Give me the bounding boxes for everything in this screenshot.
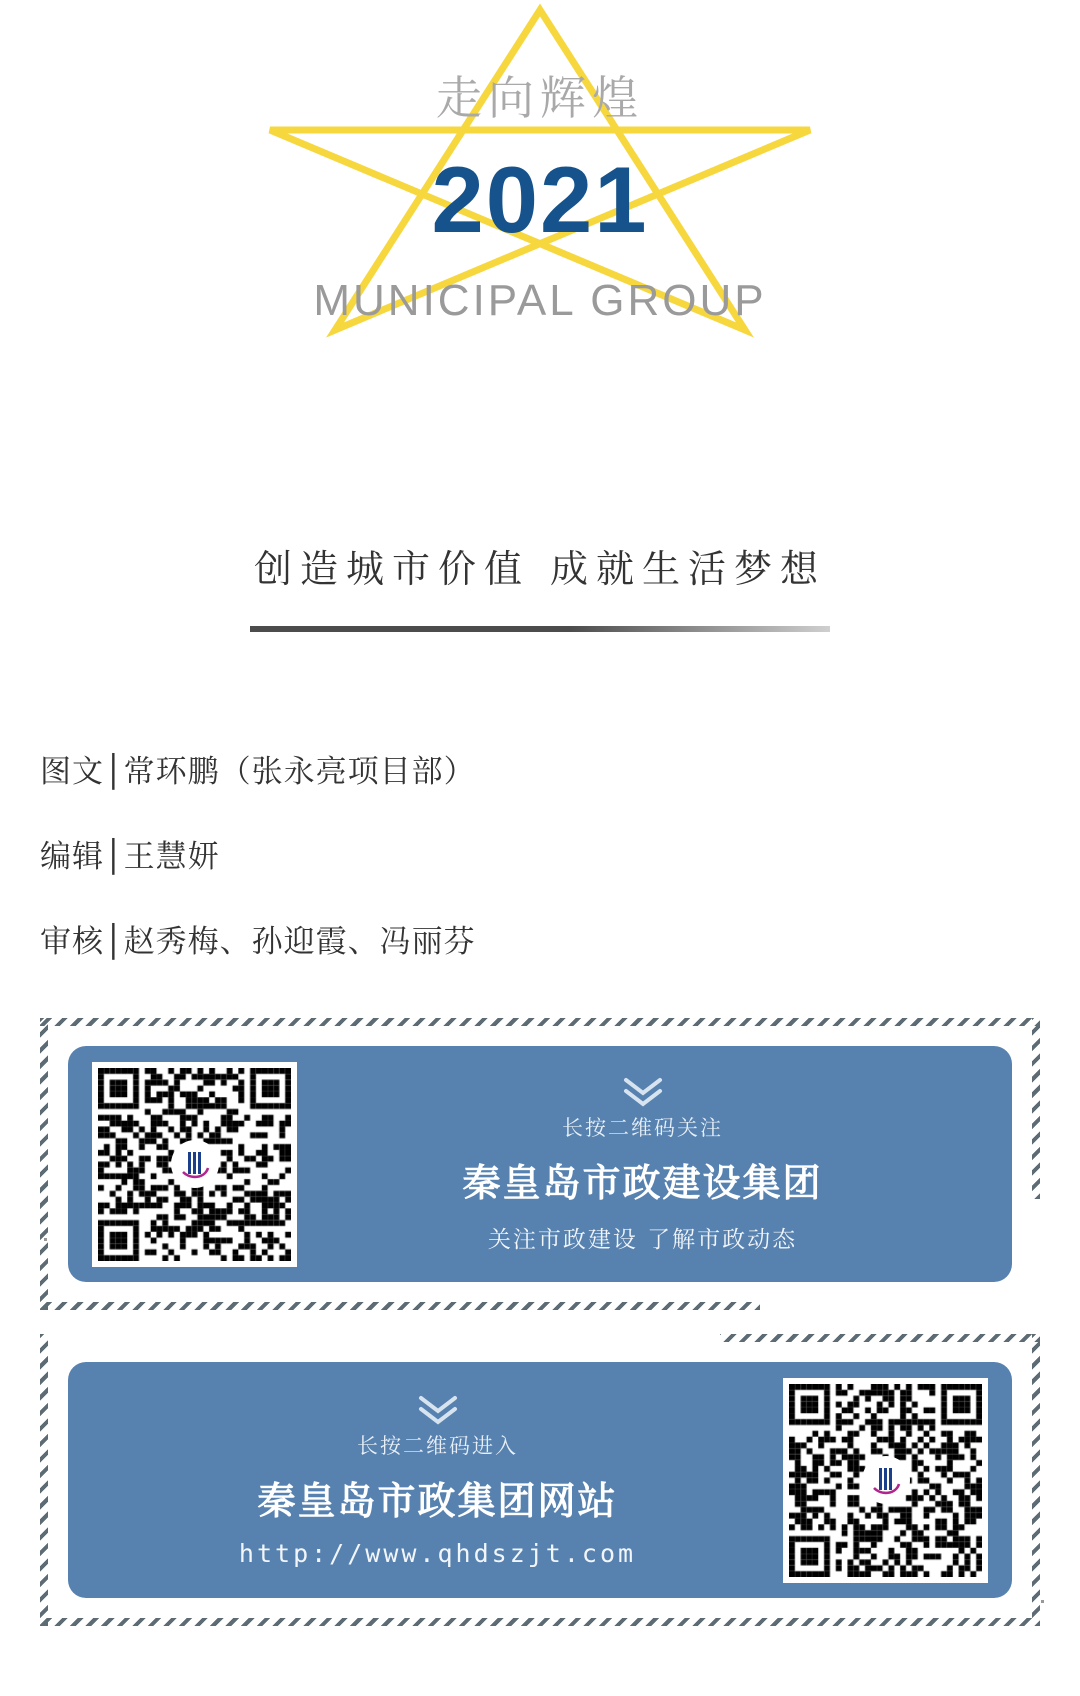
qr-code-website[interactable] bbox=[783, 1378, 988, 1583]
qr-code-wechat[interactable] bbox=[92, 1062, 297, 1267]
qr-cards bbox=[0, 1018, 1080, 1626]
qr-card-follow-wrapper bbox=[40, 1018, 1040, 1310]
qr-card-website-body bbox=[92, 1392, 783, 1568]
qr-card-follow-hint: 长按二维码关注 bbox=[562, 1116, 723, 1140]
credits-block bbox=[40, 754, 1080, 960]
qr-card-website-wrapper bbox=[40, 1334, 1040, 1626]
qr-card-website-url: http://www.qhdszjt.com bbox=[238, 1539, 637, 1568]
hero-banner bbox=[0, 0, 1080, 520]
company-logo-icon bbox=[171, 1140, 219, 1188]
double-chevron-down-icon bbox=[620, 1074, 666, 1108]
divider bbox=[0, 619, 1080, 637]
qr-card-follow-body bbox=[297, 1074, 988, 1254]
stray-dot bbox=[44, 1238, 47, 1241]
qr-card-website[interactable] bbox=[68, 1362, 1012, 1598]
hero-chinese-title: 走向辉煌 bbox=[436, 71, 644, 125]
qr-card-website-title: 秦皇岛市政集团网站 bbox=[257, 1479, 618, 1523]
double-chevron-down-icon bbox=[415, 1392, 461, 1426]
qr-card-website-hint: 长按二维码进入 bbox=[357, 1434, 518, 1458]
credit-line-photos: 图文│常环鹏（张永亮项目部） bbox=[40, 754, 476, 790]
company-logo-icon bbox=[862, 1456, 910, 1504]
hero-english-title: MUNICIPAL GROUP bbox=[313, 276, 767, 325]
slogan: 创造城市价值 成就生活梦想 bbox=[253, 547, 827, 591]
qr-card-follow-title: 秦皇岛市政建设集团 bbox=[462, 1161, 823, 1205]
hero-year: 2021 bbox=[431, 147, 649, 252]
credit-line-reviewer: 审核│赵秀梅、孙迎霞、冯丽芬 bbox=[40, 924, 476, 960]
qr-card-follow[interactable] bbox=[68, 1046, 1012, 1282]
credit-line-editor: 编辑│王慧妍 bbox=[40, 839, 220, 875]
qr-card-follow-sub: 关注市政建设 了解市政动态 bbox=[487, 1227, 798, 1253]
stray-dot bbox=[1041, 1600, 1044, 1603]
divider-line bbox=[250, 626, 830, 632]
